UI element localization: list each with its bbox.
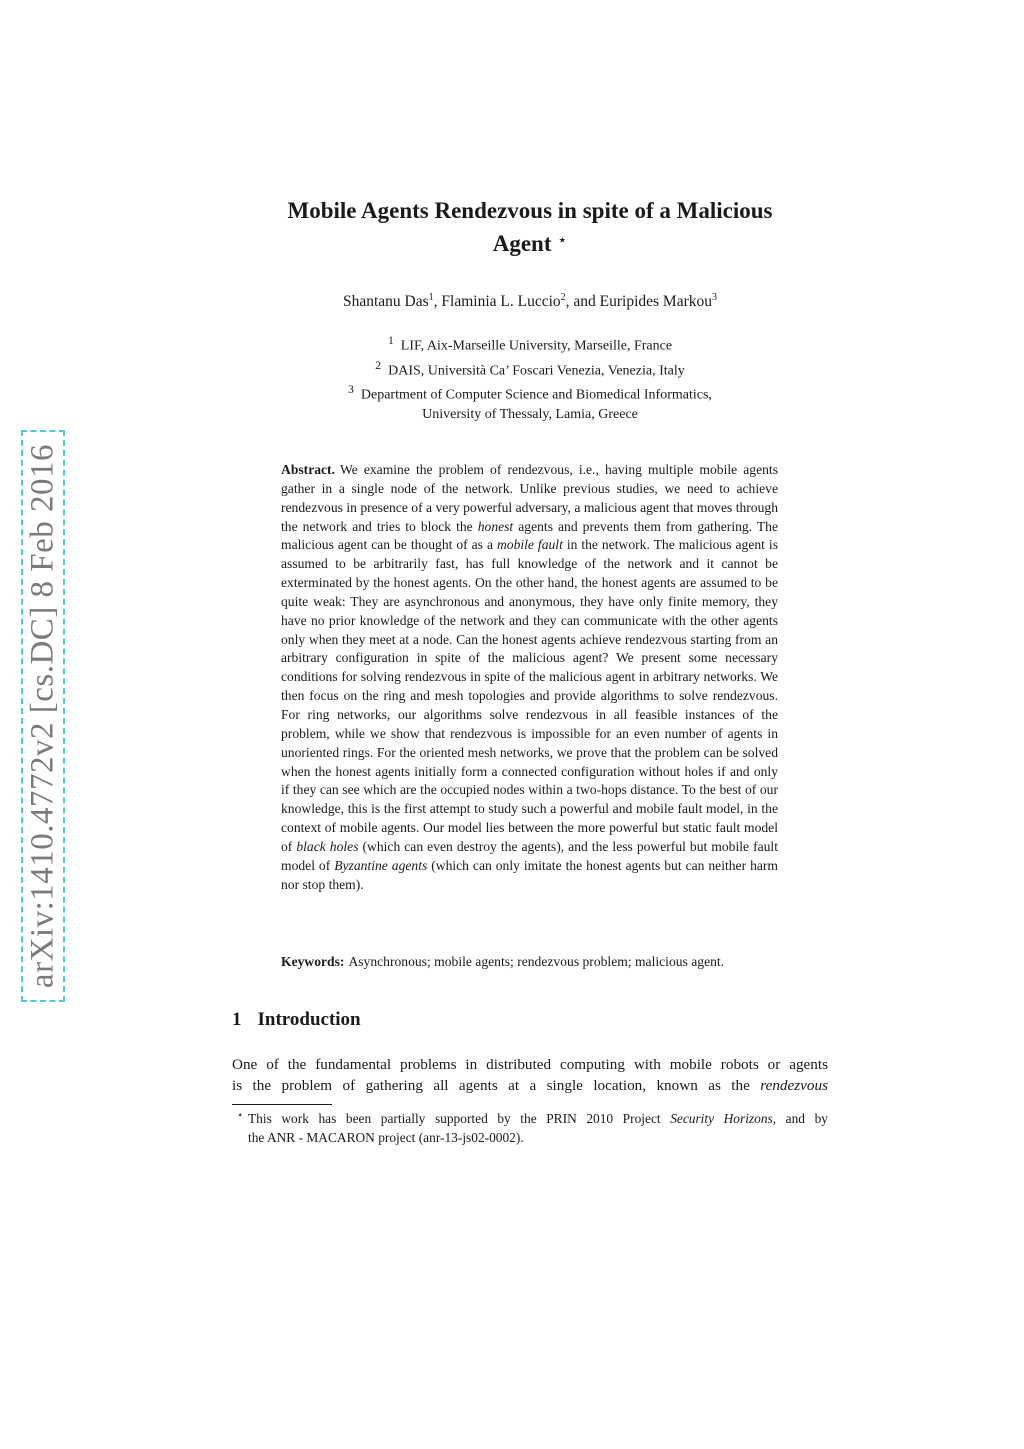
section-number: 1 bbox=[232, 1009, 242, 1030]
paper-title bbox=[232, 196, 828, 259]
abstract-label: Abstract. bbox=[281, 462, 335, 477]
author-list bbox=[232, 292, 828, 311]
keywords-label: Keywords: bbox=[281, 954, 345, 969]
footnote-marker: ⋆ bbox=[237, 1110, 244, 1121]
arxiv-identifier: arXiv:1410.4772v2 [cs.DC] 8 Feb 2016 bbox=[24, 443, 61, 989]
intro-paragraph bbox=[232, 1054, 828, 1096]
footnote-emphasis-project: Security Horizons bbox=[670, 1111, 773, 1126]
affiliations bbox=[232, 331, 828, 424]
footnote-line-2: the ANR - MACARON project (anr-13-js02-0002). bbox=[248, 1130, 524, 1145]
author-1: Shantanu Das bbox=[342, 293, 429, 311]
intro-line-2-text: is the problem of gathering all agents at a single location, known as the bbox=[232, 1077, 750, 1094]
keywords-text: Asynchronous; mobile agents; rendezvous problem; malicious agent. bbox=[348, 954, 725, 969]
author-2: , Flaminia L. Luccio bbox=[433, 293, 561, 311]
footnote-line-1 bbox=[248, 1109, 828, 1128]
abstract-text-5: (which can only imitate the honest agents but can neither harm nor stop them). bbox=[281, 857, 779, 892]
author-1-affil: 1 bbox=[428, 292, 434, 303]
abstract-emphasis-byzantine: Byzantine agents bbox=[334, 857, 428, 873]
abstract-emphasis-black-holes: black holes bbox=[296, 838, 359, 854]
author-3: , and Euripides Markou bbox=[565, 293, 712, 311]
abstract-text-1: We examine the problem of rendezvous, i.e., having multiple mobile agents gather in a single node of the network. Unlike previous studies, we need to achieve rendezvous in presence of a very powerful adversary, a malicious agent that moves through the network and tries to block the bbox=[281, 462, 778, 534]
title-line-2-text: Agent bbox=[492, 231, 552, 256]
abstract-text-3: in the network. The malicious agent is assumed to be arbitrarily fast, has full knowledge of the network and it cannot be exterminated by the honest agents. On the other hand, the honest agents are assumed to be quite weak: They are asynchronous and anonymous, they have only finite memory, they have no prior knowledge of the network and they can communicate with the other agents only when they meet at a node. Can the honest agents achieve rendezvous starting from an arbitrary configuration in spite of the malicious agent? We present some necessary conditions for solving rendezvous in spite of the malicious agent in arbitrary networks. We then focus on the ring and mesh topologies and provide algorithms to solve rendezvous. For ring networks, our algorithms solve rendezvous in all feasible instances of the problem, while we show that rendezvous is impossible for an even number of agents in unoriented rings. For the oriented mesh networks, we prove that the problem can be solved when the honest agents initially form a connected configuration without holes if and only if they can see which are the occupied nodes within a two-hops distance. To the best of our knowledge, this is the first attempt to study such a powerful and mobile fault model, in the context of mobile agents. Our model lies between the more powerful but static fault model of bbox=[281, 537, 778, 854]
abstract-text-2: agents and prevents them from gathering. The malicious agent can be thought of as a bbox=[281, 518, 778, 553]
author-2-affil: 2 bbox=[560, 292, 566, 303]
footnote-text-2: , and by bbox=[772, 1111, 828, 1126]
intro-line-2 bbox=[232, 1075, 828, 1096]
affiliation-2-text: DAIS, Università Ca’ Foscari Venezia, Venezia, Italy bbox=[388, 363, 685, 379]
section-heading bbox=[232, 1008, 361, 1032]
author-3-affil: 3 bbox=[712, 292, 717, 303]
title-line-1: Mobile Agents Rendezvous in spite of a Malicious bbox=[287, 198, 773, 223]
affiliation-3-text: Department of Computer Science and Biomedical Informatics, bbox=[360, 387, 712, 403]
abstract-emphasis-mobile-fault: mobile fault bbox=[496, 537, 563, 553]
affiliation-1-marker: 1 bbox=[387, 334, 394, 347]
abstract bbox=[281, 461, 778, 894]
footnote-rule bbox=[232, 1104, 332, 1105]
section-title: Introduction bbox=[257, 1009, 361, 1030]
affiliation-2 bbox=[232, 356, 828, 381]
affiliation-3-continued: University of Thessaly, Lamia, Greece bbox=[422, 406, 638, 422]
affiliation-2-marker: 2 bbox=[375, 358, 382, 372]
footnote-text-1: This work has been partially supported by the PRIN 2010 Project bbox=[248, 1111, 661, 1126]
intro-emphasis-rendezvous: rendezvous bbox=[760, 1077, 829, 1094]
affiliation-3-marker: 3 bbox=[348, 383, 354, 397]
affiliation-1-text: LIF, Aix-Marseille University, Marseille, France bbox=[400, 338, 673, 354]
affiliation-1 bbox=[232, 331, 828, 356]
footnote bbox=[237, 1109, 828, 1147]
affiliation-3 bbox=[232, 380, 828, 405]
intro-line-1: One of the fundamental problems in distributed computing with mobile robots or agents bbox=[232, 1056, 828, 1073]
title-line-2 bbox=[232, 226, 828, 259]
abstract-text-4: (which can even destroy the agents), and the less powerful but mobile fault model of bbox=[281, 838, 778, 873]
abstract-emphasis-honest: honest bbox=[477, 518, 514, 534]
keywords bbox=[281, 952, 778, 971]
title-footnote-marker: ⋆ bbox=[557, 232, 568, 249]
